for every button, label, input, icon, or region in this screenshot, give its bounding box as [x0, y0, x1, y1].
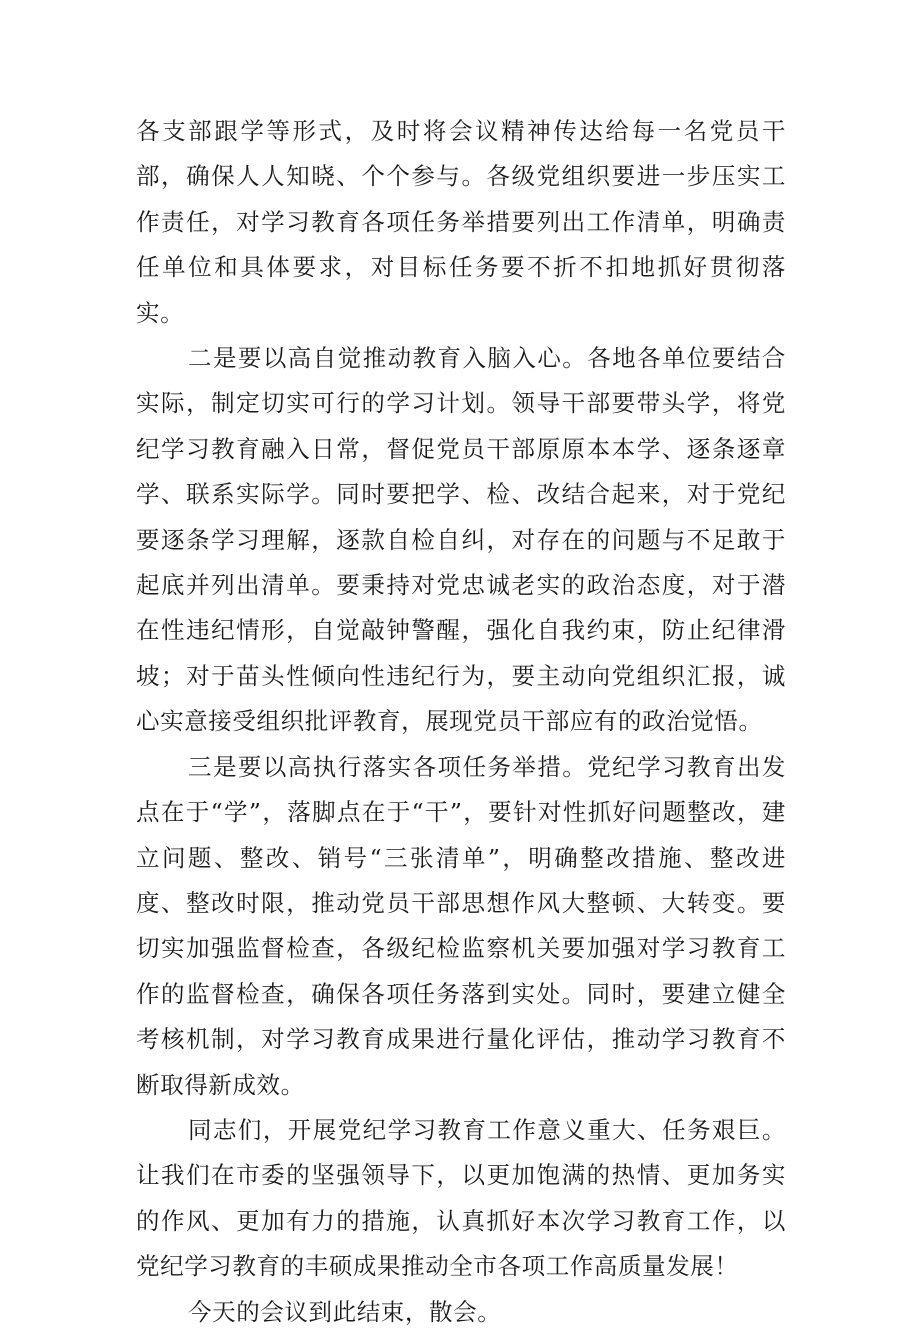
- paragraph-point-two: 二是要以高自觉推动教育入脑入心。各地各单位要结合实际，制定切实可行的学习计划。领导干部要带头学，将党纪学习教育融入日常，督促党员干部原原本本学、逐条逐章学、联系实际学。同时要把学、检、改结合起来，对于党纪要逐条学习理解，逐款自检自纠，对存在的问题与不足敢于起底并列出清单。要秉持对党忠诚老实的政治态度，对于潜在性违纪情形，自觉敲钟警醒，强化自我约束，防止纪律滑坡；对于苗头性倾向性违纪行为，要主动向党组织汇报，诚心实意接受组织批评教育，展现党员干部应有的政治觉悟。: [136, 344, 786, 736]
- paragraph-meeting-end: 今天的会议到此结束，散会。: [188, 1297, 502, 1326]
- paragraph-closing-appeal: 同志们，开展党纪学习教育工作意义重大、任务艰巨。让我们在市委的坚强领导下，以更加饱满的热情、更加务实的作风、更加有力的措施，认真抓好本次学习教育工作，以党纪学习教育的丰硕成果推动全市各项工作高质量发展！: [136, 1115, 786, 1281]
- paragraph-continuation: 各支部跟学等形式，及时将会议精神传达给每一名党员干部，确保人人知晓、个个参与。各级党组织要进一步压实工作责任，对学习教育各项任务举措要列出工作清单，明确责任单位和具体要求，对目标任务要不折不扣地抓好贯彻落实。: [136, 117, 786, 327]
- paragraph-point-three: 三是要以高执行落实各项任务举措。党纪学习教育出发点在于“学”，落脚点在于“干”，要针对性抓好问题整改，建立问题、整改、销号“三张清单”，明确整改措施、整改进度、整改时限，推动党员干部思想作风大整顿、大转变。要切实加强监督检查，各级纪检监察机关要加强对学习教育工作的监督检查，确保各项任务落到实处。同时，要建立健全考核机制，对学习教育成果进行量化评估，推动学习教育不断取得新成效。: [136, 752, 786, 1099]
- document-body: [136, 109, 786, 1335]
